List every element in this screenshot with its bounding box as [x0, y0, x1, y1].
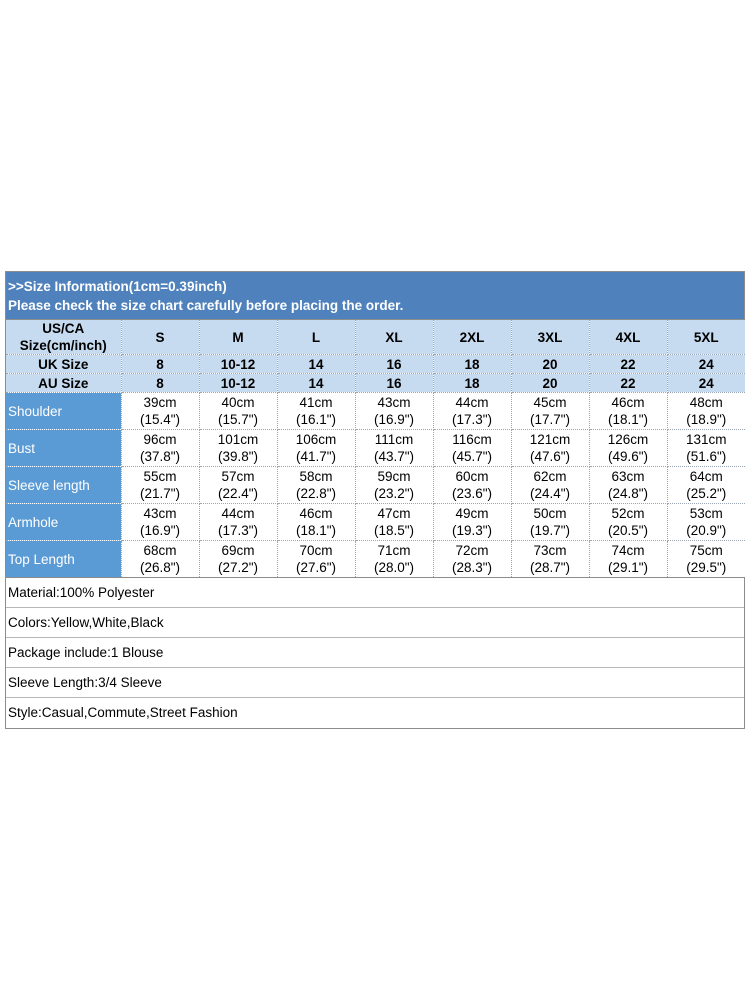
inch-value: (49.6"): [607, 449, 649, 464]
cm-value: 64cm: [689, 469, 723, 484]
us-ca-size-header: [6, 320, 121, 355]
cm-value: 60cm: [455, 469, 489, 484]
au-size-cell: 16: [355, 374, 433, 393]
cm-value: 126cm: [607, 432, 649, 447]
measurement-cell: [589, 430, 667, 467]
measurement-cell: [199, 430, 277, 467]
inch-value: (27.2"): [217, 560, 259, 575]
uk-size-cell: 16: [355, 355, 433, 374]
size-header-cell: 2XL: [433, 320, 511, 355]
measurement-row: [6, 430, 745, 467]
measurement-cell: [589, 504, 667, 541]
cm-value: 46cm: [611, 395, 645, 410]
size-header-cell: 3XL: [511, 320, 589, 355]
inch-value: (22.8"): [295, 486, 337, 501]
measurement-cell: [121, 430, 199, 467]
cm-value: 106cm: [295, 432, 337, 447]
uk-size-label: UK Size: [6, 355, 121, 374]
cm-value: 44cm: [221, 506, 255, 521]
cm-value: 41cm: [299, 395, 333, 410]
measurement-row: [6, 393, 745, 430]
inch-value: (21.7"): [139, 486, 181, 501]
measurement-cell: [355, 504, 433, 541]
measurement-cell: [355, 430, 433, 467]
inch-value: (18.9"): [686, 412, 727, 427]
size-chart: [5, 271, 745, 729]
cm-value: 45cm: [533, 395, 567, 410]
cm-value: 69cm: [221, 543, 255, 558]
inch-value: (15.7"): [217, 412, 259, 427]
au-size-label: AU Size: [6, 374, 121, 393]
inch-value: (28.0"): [373, 560, 415, 575]
size-header-cell: XL: [355, 320, 433, 355]
measurement-row: [6, 541, 745, 578]
size-header-cell: 5XL: [667, 320, 745, 355]
au-size-row: [6, 374, 745, 393]
inch-value: (41.7"): [295, 449, 337, 464]
cm-value: 121cm: [529, 432, 571, 447]
measurement-cell: [667, 504, 745, 541]
inch-value: (17.3"): [217, 523, 259, 538]
size-info-title: >>Size Information(1cm=0.39inch): [8, 279, 227, 294]
inch-value: (20.9"): [686, 523, 727, 538]
measurement-cell: [667, 430, 745, 467]
size-unit-label: Size(cm/inch): [19, 338, 107, 353]
measurement-cell: [511, 393, 589, 430]
measurement-cell: [277, 430, 355, 467]
cm-value: 52cm: [611, 506, 645, 521]
measurement-cell: [277, 541, 355, 578]
measurement-cell: [667, 467, 745, 504]
cm-value: 57cm: [221, 469, 255, 484]
cm-value: 131cm: [685, 432, 727, 447]
info-line: Colors:Yellow,White,Black: [6, 608, 744, 638]
cm-value: 43cm: [377, 395, 411, 410]
measurement-cell: [277, 504, 355, 541]
cm-value: 49cm: [455, 506, 489, 521]
cm-value: 73cm: [533, 543, 567, 558]
measurement-cell: [355, 393, 433, 430]
cm-value: 48cm: [689, 395, 723, 410]
measurement-cell: [667, 541, 745, 578]
inch-value: (25.2"): [686, 486, 727, 501]
measurement-cell: [589, 541, 667, 578]
inch-value: (22.4"): [217, 486, 259, 501]
inch-value: (17.3"): [451, 412, 493, 427]
cm-value: 43cm: [143, 506, 177, 521]
measurement-row: [6, 504, 745, 541]
cm-value: 116cm: [452, 432, 492, 447]
inch-value: (23.2"): [373, 486, 415, 501]
inch-value: (29.1"): [607, 560, 649, 575]
inch-value: (37.8"): [139, 449, 181, 464]
au-size-cell: 10-12: [199, 374, 277, 393]
measurement-cell: [121, 504, 199, 541]
cm-value: 63cm: [611, 469, 645, 484]
cm-value: 70cm: [299, 543, 333, 558]
measurement-cell: [277, 467, 355, 504]
measurement-cell: [199, 541, 277, 578]
info-line: Material:100% Polyester: [6, 578, 744, 608]
inch-value: (23.6"): [451, 486, 493, 501]
au-size-cell: 18: [433, 374, 511, 393]
measurement-cell: [199, 504, 277, 541]
inch-value: (19.7"): [529, 523, 571, 538]
uk-size-cell: 20: [511, 355, 589, 374]
size-header-cell: 4XL: [589, 320, 667, 355]
measurement-cell: [121, 467, 199, 504]
product-info: [6, 578, 744, 728]
measurement-cell: [667, 393, 745, 430]
measurement-row: [6, 467, 745, 504]
us-ca-label: US/CA: [42, 321, 85, 336]
inch-value: (20.5"): [607, 523, 649, 538]
inch-value: (24.8"): [607, 486, 649, 501]
measurement-cell: [355, 541, 433, 578]
cm-value: 62cm: [533, 469, 567, 484]
measurement-cell: [121, 393, 199, 430]
cm-value: 55cm: [143, 469, 177, 484]
uk-size-cell: 8: [121, 355, 199, 374]
cm-value: 59cm: [377, 469, 411, 484]
measurement-cell: [355, 467, 433, 504]
uk-size-cell: 22: [589, 355, 667, 374]
measurement-cell: [277, 393, 355, 430]
cm-value: 111cm: [374, 432, 414, 447]
au-size-cell: 22: [589, 374, 667, 393]
cm-value: 46cm: [299, 506, 333, 521]
size-table: [6, 320, 745, 578]
inch-value: (28.7"): [529, 560, 571, 575]
inch-value: (18.5"): [373, 523, 415, 538]
inch-value: (15.4"): [139, 412, 181, 427]
cm-value: 53cm: [689, 506, 723, 521]
size-header-cell: S: [121, 320, 199, 355]
inch-value: (17.7"): [529, 412, 571, 427]
measurement-cell: [589, 467, 667, 504]
size-header-cell: M: [199, 320, 277, 355]
measurement-cell: [511, 430, 589, 467]
inch-value: (18.1"): [295, 523, 337, 538]
au-size-cell: 8: [121, 374, 199, 393]
info-line: Sleeve Length:3/4 Sleeve: [6, 668, 744, 698]
measurement-cell: [199, 467, 277, 504]
size-header-cell: L: [277, 320, 355, 355]
inch-value: (18.1"): [607, 412, 649, 427]
inch-value: (16.9"): [139, 523, 181, 538]
cm-value: 47cm: [377, 506, 411, 521]
cm-value: 96cm: [143, 432, 177, 447]
measurement-label: Armhole: [6, 504, 121, 541]
inch-value: (19.3"): [451, 523, 493, 538]
inch-value: (39.8"): [217, 449, 259, 464]
inch-value: (47.6"): [529, 449, 571, 464]
inch-value: (45.7"): [451, 449, 493, 464]
uk-size-cell: 10-12: [199, 355, 277, 374]
measurement-cell: [511, 467, 589, 504]
au-size-cell: 14: [277, 374, 355, 393]
uk-size-cell: 14: [277, 355, 355, 374]
measurement-cell: [433, 467, 511, 504]
uk-size-row: [6, 355, 745, 374]
inch-value: (29.5"): [686, 560, 727, 575]
inch-value: (28.3"): [451, 560, 493, 575]
au-size-cell: 20: [511, 374, 589, 393]
inch-value: (26.8"): [139, 560, 181, 575]
cm-value: 39cm: [143, 395, 177, 410]
info-line: Style:Casual,Commute,Street Fashion: [6, 698, 744, 728]
cm-value: 58cm: [299, 469, 333, 484]
size-info-banner: [6, 272, 744, 320]
uk-size-cell: 24: [667, 355, 745, 374]
us-size-row: [6, 320, 745, 355]
cm-value: 40cm: [221, 395, 255, 410]
inch-value: (43.7"): [373, 449, 415, 464]
cm-value: 44cm: [455, 395, 489, 410]
inch-value: (27.6"): [295, 560, 337, 575]
inch-value: (16.9"): [373, 412, 415, 427]
measurement-cell: [433, 504, 511, 541]
measurement-cell: [433, 541, 511, 578]
inch-value: (24.4"): [529, 486, 571, 501]
measurement-cell: [589, 393, 667, 430]
cm-value: 71cm: [377, 543, 411, 558]
measurement-cell: [433, 393, 511, 430]
measurement-label: Sleeve length: [6, 467, 121, 504]
inch-value: (16.1"): [295, 412, 337, 427]
measurement-cell: [433, 430, 511, 467]
info-line: Package include:1 Blouse: [6, 638, 744, 668]
measurement-label: Top Length: [6, 541, 121, 578]
cm-value: 75cm: [689, 543, 723, 558]
measurement-cell: [511, 504, 589, 541]
cm-value: 50cm: [533, 506, 567, 521]
inch-value: (51.6"): [686, 449, 727, 464]
measurement-label: Bust: [6, 430, 121, 467]
cm-value: 74cm: [611, 543, 645, 558]
cm-value: 72cm: [455, 543, 489, 558]
cm-value: 68cm: [143, 543, 177, 558]
measurement-label: Shoulder: [6, 393, 121, 430]
size-info-notice: Please check the size chart carefully before placing the order.: [8, 298, 404, 313]
uk-size-cell: 18: [433, 355, 511, 374]
measurement-cell: [199, 393, 277, 430]
measurement-cell: [511, 541, 589, 578]
cm-value: 101cm: [217, 432, 259, 447]
measurement-cell: [121, 541, 199, 578]
au-size-cell: 24: [667, 374, 745, 393]
